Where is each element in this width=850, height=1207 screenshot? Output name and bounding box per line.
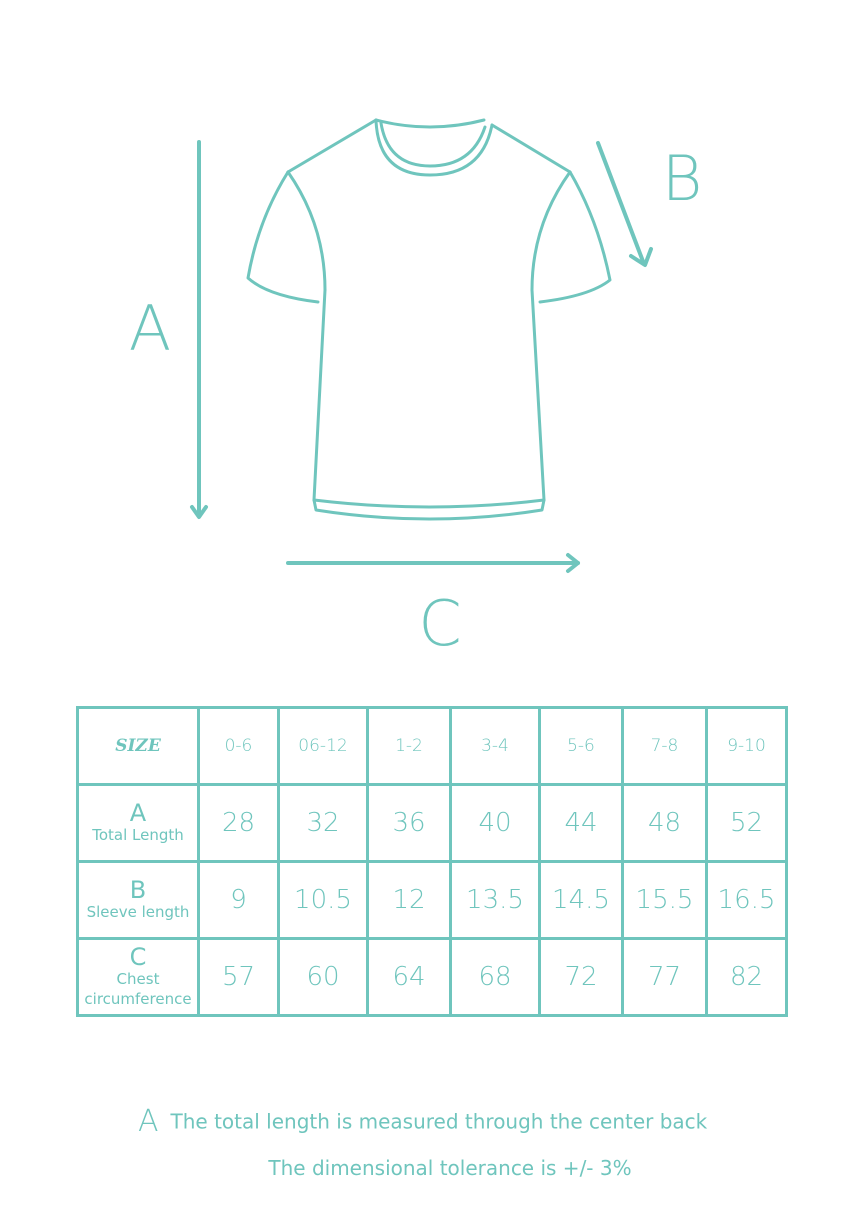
table-cell: 16.5: [707, 862, 787, 939]
table-cell: 82: [707, 939, 787, 1016]
row-header-a: [78, 785, 199, 862]
table-cell: 32: [279, 785, 368, 862]
measurement-note: [138, 1104, 707, 1139]
size-col-header: 1-2: [368, 708, 451, 785]
table-cell: 68: [451, 939, 540, 1016]
table-cell: 12: [368, 862, 451, 939]
table-cell: 10.5: [279, 862, 368, 939]
table-cell: 9: [199, 862, 279, 939]
table-cell: 14.5: [540, 862, 623, 939]
label-c: C: [418, 587, 462, 660]
row-header-b: [78, 862, 199, 939]
table-cell: 77: [623, 939, 707, 1016]
table-cell: 44: [540, 785, 623, 862]
row-name: Total Length: [92, 826, 184, 844]
size-header-label: SIZE: [78, 708, 199, 785]
size-header-row: [78, 708, 787, 785]
t-shirt-icon: [248, 120, 610, 519]
size-col-header: 0-6: [199, 708, 279, 785]
table-cell: 40: [451, 785, 540, 862]
row-name: Sleeve length: [86, 903, 190, 921]
table-cell: 36: [368, 785, 451, 862]
table-cell: 48: [623, 785, 707, 862]
tolerance-note: The dimensional tolerance is +/- 3%: [268, 1156, 632, 1180]
table-cell: 57: [199, 939, 279, 1016]
arrow-b-icon: [598, 143, 651, 265]
size-col-header: 5-6: [540, 708, 623, 785]
size-col-header: 9-10: [707, 708, 787, 785]
size-col-header: 06-12: [279, 708, 368, 785]
table-row: [78, 862, 787, 939]
table-cell: 60: [279, 939, 368, 1016]
note-letter: A: [138, 1104, 159, 1139]
row-name: Chest circumference: [84, 970, 192, 1008]
label-a: A: [128, 292, 172, 365]
size-col-header: 7-8: [623, 708, 707, 785]
row-header-c: [78, 939, 199, 1016]
label-b: B: [661, 142, 703, 215]
size-col-header: 3-4: [451, 708, 540, 785]
table-row: [78, 785, 787, 862]
table-row: [78, 939, 787, 1016]
row-letter: C: [129, 943, 147, 971]
table-cell: 52: [707, 785, 787, 862]
table-cell: 64: [368, 939, 451, 1016]
table-cell: 28: [199, 785, 279, 862]
arrow-c-icon: [288, 555, 578, 571]
arrow-a-icon: [192, 142, 206, 517]
size-chart-table: [76, 706, 788, 1017]
table-cell: 15.5: [623, 862, 707, 939]
table-cell: 13.5: [451, 862, 540, 939]
table-cell: 72: [540, 939, 623, 1016]
row-letter: A: [129, 799, 147, 827]
row-letter: B: [129, 876, 147, 904]
note-text: The total length is measured through the center back: [170, 1109, 708, 1134]
